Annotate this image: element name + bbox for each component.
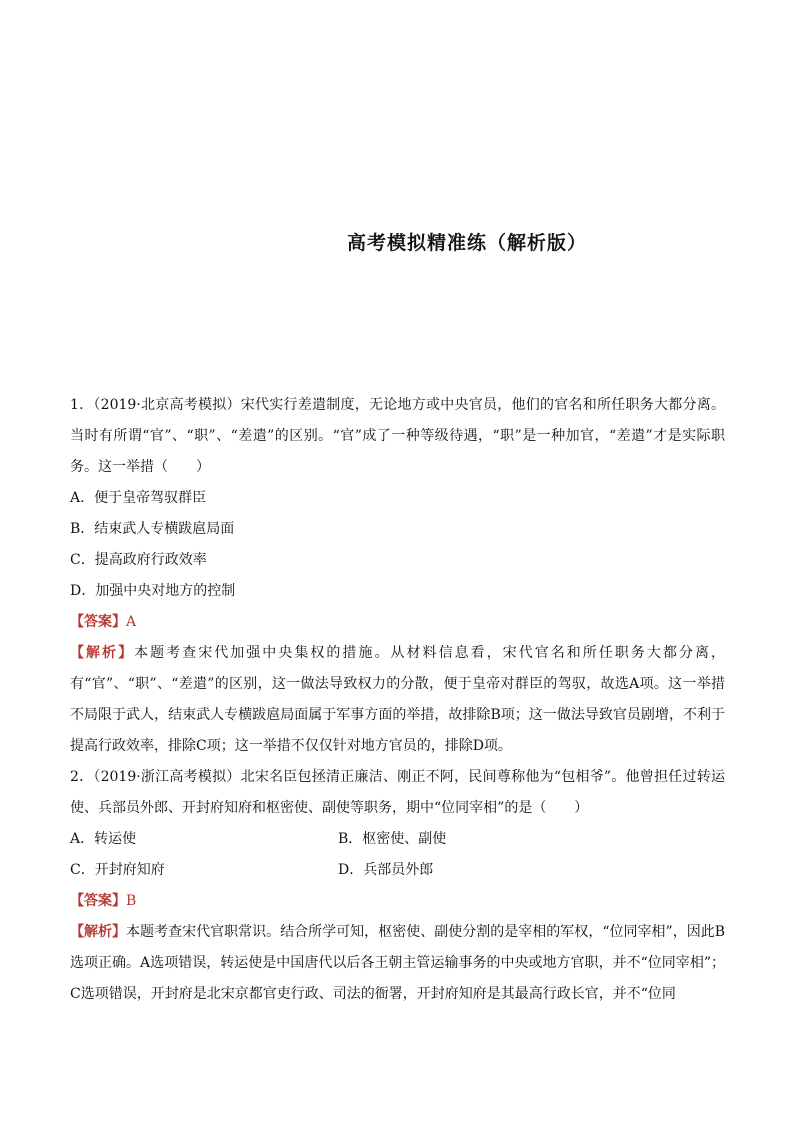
answer-line — [70, 607, 725, 638]
option-row — [70, 824, 725, 855]
option-c: C．开封府知府 — [70, 862, 165, 878]
question-stem: 2．（2019·浙江高考模拟）北宋名臣包拯清正廉洁、刚正不阿，民间尊称他为“包相爷”。他曾担任过转运使、兵部员外郎、开封府知府和枢密使、副使等职务，期中“位同宰相”的是（ ） — [70, 769, 725, 816]
explanation-label: 【解析】 — [70, 645, 135, 661]
question-2 — [70, 762, 725, 1010]
answer-label: 【答案】 — [70, 893, 126, 909]
document-body — [70, 390, 725, 1010]
page-title: 高考模拟精准练（解析版） — [346, 232, 587, 254]
answer-label: 【答案】 — [70, 614, 126, 630]
question-1 — [70, 390, 725, 762]
option-row — [70, 855, 725, 886]
explanation — [70, 917, 725, 1010]
explanation-text: 本题考查宋代加强中央集权的措施。从材料信息看，宋代官名和所任职务大都分离，有“官”、“职”、“差遣”的区别，这一做法导致权力的分散，便于皇帝对群臣的驾驭，故选A项。这一举措不局限于武人，结束武人专横跋扈局面属于军事方面的举措，故排除B项；这一做法导致官员剧增，不利于提高行政效率，排除C项；这一举措不仅仅针对地方官员的，排除D项。 — [70, 645, 726, 754]
question-stem: 1．（2019·北京高考模拟）宋代实行差遣制度，无论地方或中央官员，他们的官名和所任职务大都分离。当时有所谓“官”、“职”、“差遣”的区别。“官”成了一种等级待遇，“职”是一种加官，“差遣”才是实际职务。这一举措（ ） — [70, 397, 725, 475]
explanation-text: 本题考查宋代官职常识。结合所学可知，枢密使、副使分割的是宰相的军权，“位同宰相”，因此B选项正确。A选项错误，转运使是中国唐代以后各王朝主管运输事务的中央或地方官职，并不“位同宰相”；C选项错误，开封府是北宋京都官吏行政、司法的衙署，开封府知府是其最高行政长官，并不“位同 — [70, 924, 726, 1002]
answer-line — [70, 886, 725, 917]
option-a: A．转运使 — [70, 831, 137, 847]
option-b: B．枢密使、副使 — [338, 831, 447, 847]
explanation-label: 【解析】 — [70, 924, 127, 940]
option-c: C．提高政府行政效率 — [70, 552, 207, 568]
answer-value: A — [126, 614, 137, 630]
answer-value: B — [126, 893, 137, 909]
option-a: A．便于皇帝驾驭群臣 — [70, 490, 207, 506]
option-b: B．结束武人专横跋扈局面 — [70, 521, 235, 537]
explanation — [70, 638, 725, 762]
option-d: D．兵部员外郎 — [338, 862, 434, 878]
option-d: D．加强中央对地方的控制 — [70, 583, 236, 599]
